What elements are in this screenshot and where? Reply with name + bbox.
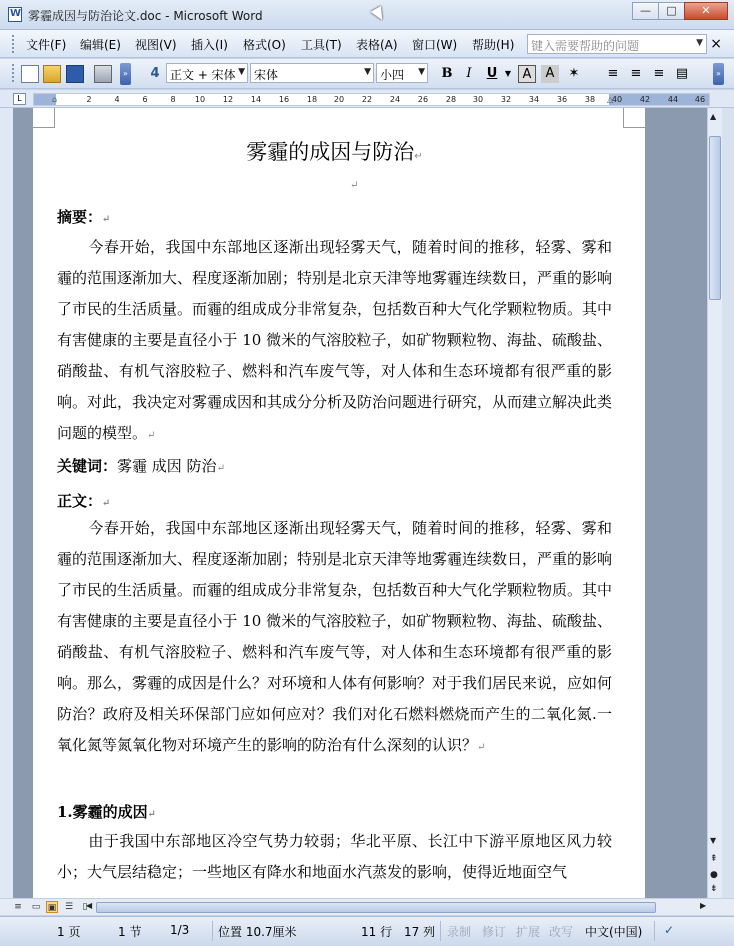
- menu-view[interactable]: 视图(V): [135, 38, 177, 52]
- ruler-tick: 34: [528, 95, 540, 104]
- ruler-tick: 10: [194, 95, 206, 104]
- browse-object-icon[interactable]: ●: [710, 870, 718, 880]
- paragraph-mark-icon: ↵: [102, 498, 111, 509]
- menu-file[interactable]: 文件(F): [26, 38, 67, 52]
- open-folder-icon[interactable]: [43, 65, 61, 83]
- close-button[interactable]: ✕: [684, 2, 728, 20]
- section1-heading[interactable]: [57, 801, 156, 822]
- horizontal-scrollbar[interactable]: [0, 898, 734, 915]
- style-select[interactable]: [166, 63, 248, 83]
- char-shading-button[interactable]: A: [541, 65, 559, 83]
- print-icon[interactable]: [94, 65, 112, 83]
- ruler-tick: 8: [170, 95, 176, 104]
- vertical-ruler: [0, 108, 13, 898]
- ruler-tick: 28: [445, 95, 457, 104]
- status-record[interactable]: 录制: [447, 925, 472, 939]
- paragraph-mark-icon: ↵: [147, 809, 157, 820]
- body-heading-text: 正文：: [57, 492, 103, 510]
- crop-mark-top-right: [623, 108, 645, 128]
- menu-format[interactable]: 格式(O): [243, 38, 286, 52]
- align-center-icon[interactable]: ≡: [630, 66, 642, 81]
- title-bar: [0, 0, 734, 30]
- vertical-scroll-thumb[interactable]: [709, 136, 721, 300]
- status-column: 17 列: [404, 925, 436, 939]
- status-track-changes[interactable]: 修订: [482, 925, 507, 939]
- distributed-align-icon[interactable]: ▤: [675, 66, 689, 81]
- outline-view-icon[interactable]: ☰: [64, 902, 74, 912]
- ruler-tick: 42: [639, 95, 651, 104]
- ruler-tick: 24: [389, 95, 401, 104]
- ruler-tick: 38: [584, 95, 596, 104]
- menu-window[interactable]: 窗口(W): [412, 38, 458, 52]
- font-select-value: 宋体: [254, 68, 279, 82]
- chevron-down-icon[interactable]: ▼: [418, 67, 425, 77]
- menu-grip-handle[interactable]: [12, 35, 15, 53]
- window-title: 雾霾成因与防治论文.doc - Microsoft Word: [28, 9, 263, 23]
- bold-button[interactable]: B: [441, 66, 453, 81]
- abstract-text: 今春开始，我国中东部地区逐渐出现轻雾天气，随着时间的推移，轻雾、雾和霾的范围逐渐加大、程度逐渐加剧；特别是北京天津等地雾霾连续数日，严重的影响了市民的生活质量。而霾的组成成分非常复杂，包括数百种大气化学颗粒物质。其中有害健康的主要是直径小于 10 微米的气溶胶粒子，如矿物颗粒物、海盐、硫酸盐、硝酸盐、有机气溶胶粒子、燃料和汽车废气等，对人体和生态环境都有很严重的影响。对此，我决定对雾霾成因和其成分分析及防治问题进行研究，从而建立解决此类问题的模型。: [57, 238, 613, 442]
- abstract-paragraph[interactable]: [57, 232, 612, 451]
- status-bar: [0, 916, 734, 946]
- status-line: 11 行: [361, 925, 393, 939]
- keywords-text: 雾霾 成因 防治: [117, 457, 217, 475]
- print-layout-view-icon[interactable]: ▣: [47, 903, 57, 913]
- document-page[interactable]: [33, 108, 645, 898]
- help-search-placeholder: 键入需要帮助的问题: [531, 39, 640, 53]
- status-separator: [654, 921, 655, 941]
- font-size-select[interactable]: [376, 63, 428, 83]
- ruler-tick: 22: [361, 95, 373, 104]
- document-canvas[interactable]: [13, 108, 707, 898]
- section1-paragraph[interactable]: [57, 826, 612, 888]
- normal-view-icon[interactable]: ≡: [14, 902, 22, 912]
- ruler-tick: 40: [611, 95, 623, 104]
- ruler-tick: 20: [333, 95, 345, 104]
- ruler-tick: 46: [694, 95, 706, 104]
- menu-insert[interactable]: 插入(I): [191, 38, 228, 52]
- next-page-icon[interactable]: ⇟: [710, 884, 718, 894]
- close-document-button[interactable]: ×: [710, 36, 722, 52]
- paragraph-mark-icon: ↵: [414, 151, 423, 162]
- char-border-button[interactable]: A: [518, 65, 536, 83]
- chevron-down-icon[interactable]: ▼: [504, 69, 512, 78]
- window-edge: [722, 108, 734, 898]
- body-paragraph[interactable]: [57, 513, 612, 763]
- document-title-text: 雾霾的成因与防治: [246, 140, 415, 164]
- italic-button[interactable]: I: [466, 66, 472, 81]
- paragraph-mark-icon: ↵: [216, 463, 225, 474]
- status-overtype[interactable]: 改写: [549, 925, 574, 939]
- keywords-label: 关键词：: [57, 457, 118, 475]
- align-right-icon[interactable]: ≡: [653, 66, 665, 81]
- window-controls: [633, 2, 728, 20]
- body-text: 今春开始，我国中东部地区逐渐出现轻雾天气，随着时间的推移，轻雾、雾和霾的范围逐渐加大、程度逐渐加剧；特别是北京天津等地雾霾连续数日，严重的影响了市民的生活质量。而霾的组成成分非常复杂，包括数百种大气化学颗粒物质。其中有害健康的主要是直径小于 10 微米的气溶胶粒子，如矿物颗粒物、海盐、硫酸盐、硝酸盐、有机气溶胶粒子、燃料和汽车废气等，对人体和生态环境都有很严重的影响。那么，雾霾的成因是什么？对环境和人体有何影响？对于我们居民来说，应如何防治？政府及相关环保部门应如何应对？我们对化石燃料燃烧而产生的二氧化氮.一氧化氮等氮氧化物对环境产生的影响的防治有什么深刻的认识？: [57, 519, 613, 754]
- spelling-check-icon[interactable]: ✓: [664, 923, 675, 937]
- status-position: 位置 10.7厘米: [218, 925, 297, 939]
- horizontal-ruler[interactable]: [0, 90, 734, 108]
- chevron-down-icon[interactable]: ▼: [238, 67, 245, 77]
- ruler-tick: 44: [667, 95, 679, 104]
- help-search-input[interactable]: [527, 34, 707, 54]
- status-extend[interactable]: 扩展: [516, 925, 541, 939]
- first-line-indent-marker[interactable]: ⌂: [52, 95, 58, 104]
- style-select-value: 正文 + 宋体: [170, 68, 236, 82]
- text-effects-icon[interactable]: ✶: [568, 66, 580, 81]
- maximize-button[interactable]: □: [658, 2, 685, 20]
- status-page-of: 1/3: [170, 923, 190, 937]
- ruler-tick: 6: [142, 95, 148, 104]
- ruler-tick: 26: [417, 95, 429, 104]
- abstract-heading-text: 摘要：: [57, 208, 103, 226]
- status-language[interactable]: 中文(中国): [585, 925, 643, 939]
- tab-stop-selector[interactable]: L: [13, 93, 26, 105]
- previous-page-icon[interactable]: ⇞: [710, 854, 718, 864]
- scroll-right-icon[interactable]: ▶: [700, 901, 707, 910]
- toolbar-more-icon[interactable]: »: [713, 63, 724, 85]
- status-separator: [440, 921, 441, 941]
- web-view-icon[interactable]: ▭: [31, 902, 41, 912]
- scroll-up-icon[interactable]: ▲: [710, 112, 717, 121]
- section1-heading-text: 1.雾霾的成因: [57, 803, 148, 821]
- scroll-down-icon[interactable]: ▼: [710, 836, 717, 845]
- align-justify-icon[interactable]: ≡: [607, 66, 619, 81]
- new-document-icon[interactable]: [21, 65, 39, 83]
- crop-mark-top-left: [33, 108, 55, 128]
- ruler-tick: 32: [500, 95, 512, 104]
- right-indent-marker[interactable]: △: [607, 95, 614, 104]
- toolbar-grip-handle[interactable]: [12, 64, 15, 82]
- font-size-value: 小四: [380, 68, 405, 82]
- underline-button[interactable]: U: [486, 66, 498, 81]
- paragraph-mark-icon: ↵: [102, 214, 111, 225]
- paragraph-mark-icon: ↵: [350, 180, 359, 191]
- styles-pane-icon[interactable]: 4: [150, 66, 160, 81]
- ruler-tick: 2: [86, 95, 92, 104]
- font-select[interactable]: [250, 63, 374, 83]
- ruler-tick: 18: [306, 95, 318, 104]
- chevron-down-icon[interactable]: ▼: [364, 67, 371, 77]
- ruler-band: [33, 93, 710, 106]
- ruler-tick: 30: [472, 95, 484, 104]
- standard-formatting-toolbar: [0, 59, 734, 89]
- document-title[interactable]: [57, 136, 612, 166]
- minimize-button[interactable]: —: [632, 2, 659, 20]
- menu-help[interactable]: 帮助(H): [472, 38, 515, 52]
- vertical-scrollbar[interactable]: [707, 108, 722, 898]
- menu-tools[interactable]: 工具(T): [301, 38, 342, 52]
- ruler-tick: 16: [278, 95, 290, 104]
- status-page: 1 页: [57, 925, 81, 939]
- save-disk-icon[interactable]: [66, 65, 84, 83]
- menu-bar: [0, 30, 734, 58]
- mouse-cursor-icon: [371, 6, 388, 23]
- menu-edit[interactable]: 编辑(E): [80, 38, 121, 52]
- ruler-tick: 4: [114, 95, 120, 104]
- reading-view-icon[interactable]: ▯: [82, 902, 88, 912]
- ruler-tick: 12: [222, 95, 234, 104]
- chevron-down-icon[interactable]: ▼: [696, 38, 703, 48]
- status-section: 1 节: [118, 925, 142, 939]
- section1-text: 由于我国中东部地区冷空气势力较弱；华北平原、长江中下游平原地区风力较小；大气层结稳定；一些地区有降水和地面水汽蒸发的影响，使得近地面空气: [57, 832, 612, 881]
- paragraph-mark-icon: ↵: [477, 742, 486, 753]
- word-app-icon[interactable]: [8, 7, 22, 22]
- paragraph-mark-icon: ↵: [147, 430, 156, 441]
- status-separator: [212, 921, 213, 941]
- body-heading[interactable]: [57, 490, 110, 511]
- scroll-left-icon[interactable]: ◀: [86, 901, 93, 910]
- horizontal-scroll-thumb[interactable]: [96, 902, 656, 913]
- keywords-paragraph[interactable]: [57, 451, 612, 484]
- abstract-heading[interactable]: [57, 206, 110, 227]
- toolbar-more-icon[interactable]: »: [120, 63, 131, 85]
- menu-table[interactable]: 表格(A): [356, 38, 398, 52]
- ruler-tick: 14: [250, 95, 262, 104]
- ruler-tick: 36: [556, 95, 568, 104]
